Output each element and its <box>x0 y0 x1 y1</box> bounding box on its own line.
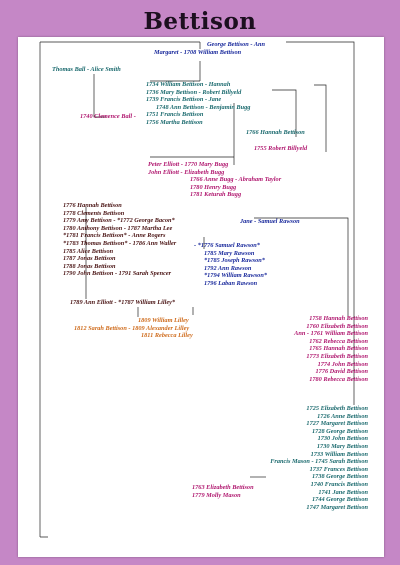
tree-entry: 1728 George Bettison <box>312 427 368 435</box>
tree-entry: 1785 Mary Rawson <box>204 249 255 257</box>
tree-entry: 1789 Ann Elliott - *1787 William Lilley* <box>70 299 176 306</box>
tree-entry: 1778 Clements Bettison <box>63 209 125 217</box>
tree-entry: 1751 Francis Bettison <box>146 111 204 119</box>
tree-entry: 1779 Molly Mason <box>192 491 241 499</box>
tree-entry: George Bettison - Ann <box>207 41 266 48</box>
tree-entry: 1734 William Bettison - Hannah <box>146 81 231 88</box>
jane-samuel-couple <box>240 218 300 226</box>
tree-entry: 1747 Margaret Bettison <box>306 503 368 511</box>
mason-children-list <box>192 484 254 499</box>
thomas-ball-couple <box>52 66 121 74</box>
elliott-lilley-couple <box>70 299 175 307</box>
tree-entry: - *1776 Samuel Rawson* <box>194 242 260 249</box>
tree-entry: 1765 Hannah Bettison <box>309 345 368 353</box>
tree-entry: 1737 Frances Bettison <box>309 465 368 473</box>
tree-entry: 1787 Jonas Bettison <box>63 255 116 263</box>
tree-entry: *1783 Thomas Bettison* - 1786 Ann Waller <box>63 239 177 247</box>
tree-entry: 1726 Anne Bettison <box>317 412 368 420</box>
tree-entry: Thomas Ball - Alice Smith <box>52 66 121 73</box>
lilley-children-list <box>74 317 193 340</box>
tree-entry: 1740 Francis Bettison <box>310 480 368 488</box>
tree-entry: 1788 Jonas Bettison <box>63 262 116 270</box>
tree-entry: 1780 Henry Bugg <box>190 183 237 191</box>
tree-entry: Peter Elliott - 1770 Mary Bugg <box>148 161 229 168</box>
tree-entry: 1776 Hannah Bettison <box>63 202 122 209</box>
tree-entry: 1758 Hannah Bettison <box>309 315 368 322</box>
tree-entry: 1740 Clemence Ball - <box>80 113 136 120</box>
tree-entry: Francis Mason - 1745 Sarah Bettison <box>270 458 368 466</box>
tree-entry: 1736 Mary Bettison - Robert Billyeld <box>146 88 242 96</box>
tree-entry: 1744 George Bettison <box>312 496 368 504</box>
page-title: Bettison <box>143 8 257 35</box>
family-tree-sheet <box>18 37 384 557</box>
clemence-ball-entry <box>80 113 136 121</box>
tree-entry: Ann - 1761 William Bettison <box>294 330 368 338</box>
bugg-family-list <box>148 161 281 199</box>
tree-entry: 1748 Ann Bettison - Benjamin Bugg <box>156 103 251 111</box>
william-children-list <box>146 81 250 127</box>
william-1761-family-list <box>294 315 368 383</box>
tree-entry: 1766 Anne Bugg - Abraham Taylor <box>190 176 282 184</box>
george-bettison-couple <box>207 41 265 49</box>
tree-entry: *1794 William Rawson* <box>204 272 267 280</box>
tree-entry: 1779 Amy Bettison - *1772 George Bacon* <box>63 217 175 225</box>
tree-entry: *1781 Francis Bettison* - Anne Rogers <box>63 232 166 240</box>
tree-entry: 1755 Robert Billyeld <box>254 145 308 152</box>
tree-entry: 1811 Rebecca Lilley <box>141 332 193 340</box>
tree-entry: Jane - Samuel Rawson <box>240 218 300 225</box>
tree-entry: 1790 John Bettison - 1791 Sarah Spencer <box>63 270 172 278</box>
tree-entry: 1796 Laban Rawson <box>204 279 258 287</box>
tree-entry: 1741 Jane Bettison <box>318 488 368 496</box>
tree-entry: 1727 Margaret Bettison <box>306 420 368 428</box>
tree-entry: 1738 George Bettison <box>312 473 368 481</box>
tree-entry: 1792 Ann Rawson <box>204 264 252 272</box>
tree-entry: John Elliott - Elizabeth Bugg <box>148 168 225 176</box>
robert-billyeld-entry <box>254 145 307 153</box>
tree-entry: 1730 Mary Bettison <box>316 442 368 450</box>
william-1708-children-list <box>270 405 368 511</box>
tree-entry: 1774 John Bettison <box>317 360 368 368</box>
tree-entry: 1785 Alice Bettison <box>63 247 114 255</box>
tree-entry: 1763 Elizabeth Bettison <box>192 484 254 491</box>
tree-entry: 1766 Hannah Bettison <box>246 129 305 136</box>
tree-entry: 1812 Sarah Bettison - 1809 Alexander Lilley <box>74 324 190 332</box>
tree-entry: 1780 Rebecca Bettison <box>309 375 368 383</box>
tree-entry: *1785 Joseph Rawson* <box>204 257 265 265</box>
bettison-children-list <box>63 202 176 278</box>
hannah-1766-entry <box>246 129 305 137</box>
tree-entry: 1773 Elizabeth Bettison <box>306 352 368 360</box>
tree-entry: Margaret - 1708 William Bettison <box>154 49 242 56</box>
tree-entry: 1739 Francis Bettison - Jane <box>146 96 222 104</box>
tree-entry: 1781 Keturah Bugg <box>190 191 242 199</box>
tree-entry: 1730 John Bettison <box>317 435 368 443</box>
tree-entry: 1760 Elizabeth Bettison <box>306 322 368 330</box>
margaret-william-couple <box>154 49 241 57</box>
tree-entry: 1776 David Bettison <box>315 368 368 376</box>
tree-entry: 1780 Anthony Bettison - 1787 Martha Lee <box>63 224 173 232</box>
tree-entry: 1756 Martha Bettison <box>146 118 203 126</box>
tree-entry: 1809 William Lilley <box>138 317 189 324</box>
rawson-children-list <box>194 242 267 288</box>
tree-entry: 1733 William Bettison <box>310 450 368 458</box>
tree-entry: 1762 Rebecca Bettison <box>309 337 368 345</box>
tree-entry: 1725 Elizabeth Bettison <box>306 405 368 412</box>
